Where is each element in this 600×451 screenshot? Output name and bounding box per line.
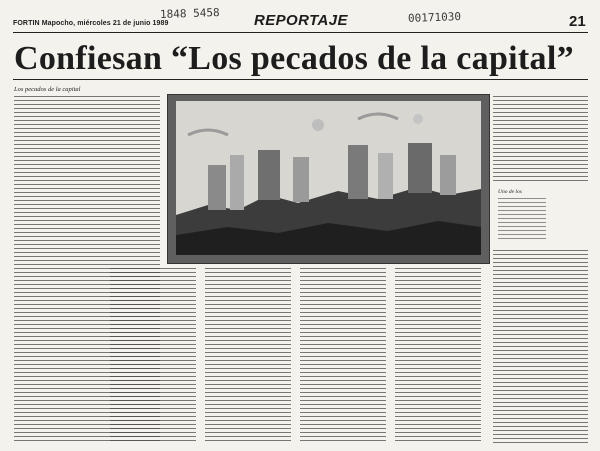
lede-first-line: Los pecados de la capital (14, 86, 81, 93)
body-column-6-bottom (493, 250, 588, 444)
header-rule (13, 32, 588, 33)
section-title: REPORTAJE (254, 12, 348, 29)
illustration-cityscape (168, 95, 489, 263)
body-column-3 (205, 268, 291, 444)
headline-rule (13, 79, 588, 80)
body-column-4 (300, 268, 386, 444)
photo-caption (498, 198, 546, 240)
photo-caption-first-line: Uno de los (498, 189, 522, 195)
handwritten-archive-number: 00171030 (407, 10, 462, 25)
body-column-5 (395, 268, 481, 444)
headline: Confiesan “Los pecados de la capital” (14, 40, 574, 77)
publication-line: FORTIN Mapocho, miércoles 21 de junio 1989 (13, 20, 169, 27)
body-column-2 (110, 268, 196, 444)
page-number: 21 (569, 13, 586, 30)
article-photo (167, 94, 490, 264)
body-column-6-top (493, 96, 588, 184)
handwritten-code: 1848 5458 (159, 5, 220, 22)
